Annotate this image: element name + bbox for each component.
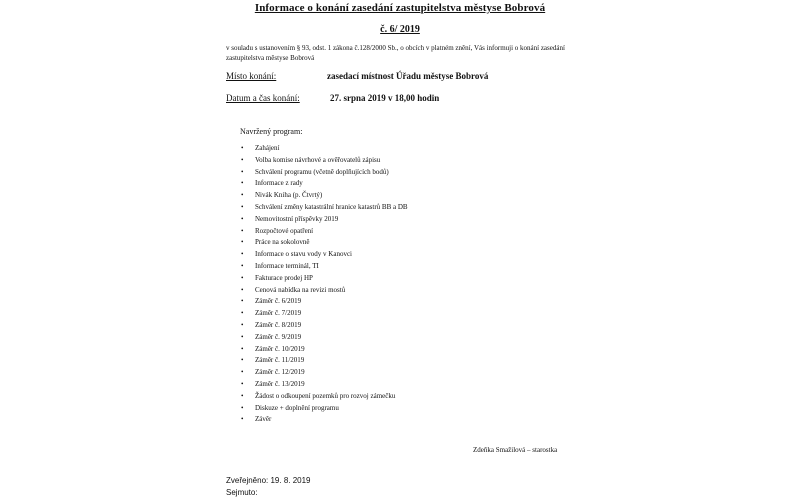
program-item-label: Nivák Kniha (p. Čtvrtý)	[255, 191, 323, 200]
program-item-label: Záměr č. 6/2019	[255, 297, 302, 306]
bullet-icon: •	[241, 403, 244, 412]
program-item-label: Záměr č. 9/2019	[255, 332, 302, 341]
program-item	[241, 250, 408, 262]
bullet-icon: •	[241, 356, 244, 365]
bullet-icon: •	[241, 344, 244, 353]
program-title: Navržený program:	[240, 127, 303, 136]
program-item-label: Rozpočtové opatření	[255, 226, 314, 235]
bullet-icon: •	[241, 297, 244, 306]
bullet-icon: •	[241, 202, 244, 211]
program-item-label: Volba komise návrhové a ověřovatelů zápisu	[255, 155, 381, 164]
program-item	[241, 262, 408, 274]
bullet-icon: •	[241, 309, 244, 318]
program-item	[241, 144, 408, 156]
program-item	[241, 274, 408, 286]
bullet-icon: •	[241, 273, 244, 282]
program-item	[241, 156, 408, 168]
bullet-icon: •	[241, 191, 244, 200]
program-item	[241, 368, 408, 380]
place-value: zasedací místnost Úřadu městyse Bobrová	[327, 71, 489, 81]
program-item	[241, 309, 408, 321]
published-date: Zveřejněno: 19. 8. 2019	[226, 476, 311, 485]
program-item	[241, 392, 408, 404]
program-item	[241, 404, 408, 416]
bullet-icon: •	[241, 226, 244, 235]
program-item-label: Informace z rady	[255, 179, 303, 188]
bullet-icon: •	[241, 320, 244, 329]
program-item-label: Informace terminál, TI	[255, 261, 319, 270]
document-number: č. 6/ 2019	[380, 24, 420, 35]
bullet-icon: •	[241, 391, 244, 400]
program-item	[241, 227, 408, 239]
program-item	[241, 238, 408, 250]
program-list	[241, 144, 408, 427]
program-item-label: Nemovitostní příspěvky 2019	[255, 214, 339, 223]
program-item-label: Závěr	[255, 415, 272, 424]
bullet-icon: •	[241, 179, 244, 188]
program-item-label: Diskuze + doplnění programu	[255, 403, 339, 412]
document-title: Informace o konání zasedání zastupitelstva městyse Bobrová	[254, 2, 546, 14]
program-item-label: Fakturace prodej HP	[255, 273, 313, 282]
bullet-icon: •	[241, 250, 244, 259]
program-item	[241, 333, 408, 345]
bullet-icon: •	[241, 155, 244, 164]
bullet-icon: •	[241, 214, 244, 223]
date-value: 27. srpna 2019 v 18,00 hodin	[330, 93, 440, 103]
program-item	[241, 203, 408, 215]
program-item-label: Schválení změny katastrální hranice katastrů BB a DB	[255, 202, 408, 211]
program-item-label: Práce na sokolovně	[255, 238, 310, 247]
program-item	[241, 345, 408, 357]
program-item-label: Cenová nabídka na revizi mostů	[255, 285, 346, 294]
bullet-icon: •	[241, 285, 244, 294]
program-item-label: Záměr č. 8/2019	[255, 320, 302, 329]
program-item	[241, 297, 408, 309]
bullet-icon: •	[241, 144, 244, 152]
bullet-icon: •	[241, 332, 244, 341]
program-item	[241, 356, 408, 368]
date-label: Datum a čas konání:	[226, 93, 300, 103]
program-item-label: Informace o stavu vody v Kanovci	[255, 250, 352, 259]
bullet-icon: •	[241, 167, 244, 176]
program-item	[241, 286, 408, 298]
intro-paragraph: v souladu s ustanovením § 93, odst. 1 zákona č.128/2000 Sb., o obcích v platném znění, Vás informuji o konání zasedání zastupitelstva městyse Bobrová	[226, 44, 565, 62]
removed-date: Sejmuto:	[226, 488, 258, 497]
bullet-icon: •	[241, 261, 244, 270]
program-item	[241, 168, 408, 180]
program-item	[241, 415, 408, 427]
program-item-label: Zahájení	[255, 144, 280, 152]
program-item	[241, 191, 408, 203]
bullet-icon: •	[241, 415, 244, 424]
signature: Zdeňka Smažilová – starostka	[473, 446, 558, 454]
program-item-label: Záměr č. 11/2019	[255, 356, 305, 365]
program-item	[241, 179, 408, 191]
program-item-label: Schválení programu (včetně doplňujících bodů)	[255, 167, 389, 176]
bullet-icon: •	[241, 379, 244, 388]
program-item-label: Záměr č. 13/2019	[255, 379, 305, 388]
program-item	[241, 215, 408, 227]
program-item-label: Záměr č. 12/2019	[255, 368, 305, 377]
place-label: Místo konání:	[226, 71, 277, 81]
bullet-icon: •	[241, 368, 244, 377]
program-item	[241, 380, 408, 392]
bullet-icon: •	[241, 238, 244, 247]
program-item-label: Záměr č. 7/2019	[255, 309, 302, 318]
program-item	[241, 321, 408, 333]
program-item-label: Žádost o odkoupení pozemků pro rozvoj zámečku	[255, 391, 396, 400]
program-item-label: Záměr č. 10/2019	[255, 344, 305, 353]
